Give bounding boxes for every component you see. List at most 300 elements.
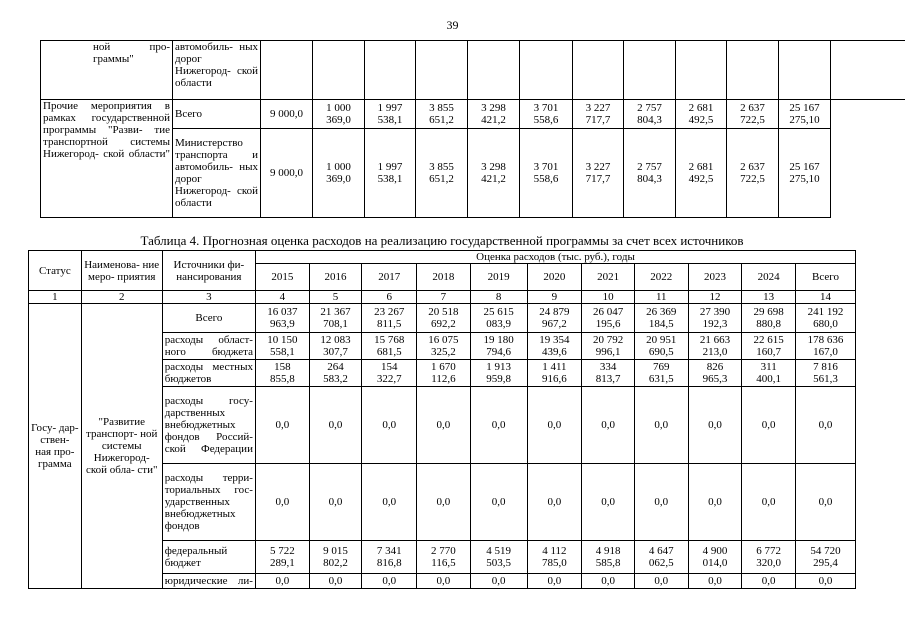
source-cell: юридические ли- xyxy=(162,574,255,589)
source-cell: расходы област- ного бюджета xyxy=(162,333,255,360)
value-part: 963,9 xyxy=(269,318,295,330)
value-part: 19 354 xyxy=(539,334,570,346)
value-cell: 9 000,0 xyxy=(261,100,313,129)
value-part: 3 701 xyxy=(533,102,559,114)
status-cell: Госу- дар- ствен- ная про- грамма xyxy=(29,304,82,589)
value-part: 0,0 xyxy=(654,496,669,508)
value-part: 5 722 xyxy=(269,545,295,557)
value-part: 0,0 xyxy=(328,575,343,587)
column-number: 7 xyxy=(417,291,471,304)
value-cell xyxy=(796,464,856,541)
value-part: 965,3 xyxy=(702,373,728,385)
value-part: 2 681 xyxy=(688,161,714,173)
value-cell xyxy=(255,360,309,387)
empty-cell xyxy=(779,41,831,100)
value-cell xyxy=(676,100,727,129)
value-part: 0,0 xyxy=(275,496,290,508)
header-source: Источники фи- нансирования xyxy=(162,251,255,291)
value-cell xyxy=(527,360,582,387)
value-cell xyxy=(727,129,779,218)
value-cell xyxy=(417,360,471,387)
value-part: 802,2 xyxy=(323,557,348,569)
header-year: 2020 xyxy=(527,264,582,291)
value-part: 0,0 xyxy=(547,496,562,508)
value-part: 916,6 xyxy=(542,373,567,385)
value-cell xyxy=(362,574,417,589)
value-part: 160,7 xyxy=(756,346,782,358)
empty-cell xyxy=(468,41,520,100)
value-part: 295,4 xyxy=(813,557,838,569)
value-part: 0,0 xyxy=(601,496,615,508)
value-cell xyxy=(309,360,362,387)
value-cell xyxy=(365,129,416,218)
value-part: 0,0 xyxy=(382,575,397,587)
header-name: Наименова- ние меро- приятия xyxy=(81,251,162,291)
value-part: 0,0 xyxy=(818,419,833,431)
value-part: 785,0 xyxy=(542,557,567,569)
value-part: 2 770 xyxy=(431,545,456,557)
value-part: 0,0 xyxy=(382,496,397,508)
value-part: 20 518 xyxy=(428,306,459,318)
value-part: 0,0 xyxy=(654,419,669,431)
value-part: 0,0 xyxy=(547,575,562,587)
value-part: 1 913 xyxy=(486,361,512,373)
value-part: 062,5 xyxy=(648,557,674,569)
activity-name-cell: Прочие мероприятия в рамках государственной программы "Разви- тие транспортной системы Нижегород- ской области" xyxy=(41,100,173,218)
value-part: 538,1 xyxy=(377,173,403,185)
header-year: 2018 xyxy=(417,264,471,291)
table-4-body xyxy=(29,304,856,589)
value-part: 0,0 xyxy=(436,496,451,508)
value-part: 439,6 xyxy=(542,346,567,358)
column-number: 11 xyxy=(634,291,688,304)
value-cell xyxy=(634,574,688,589)
value-cell xyxy=(362,464,417,541)
value-part: 25 167 xyxy=(789,102,820,114)
value-part: 1 411 xyxy=(542,361,567,373)
value-part: 967,2 xyxy=(542,318,567,330)
value-part: 0,0 xyxy=(328,496,343,508)
value-part: 0,0 xyxy=(761,419,776,431)
value-part: 3 227 xyxy=(585,102,611,114)
value-part: 7 816 xyxy=(813,361,838,373)
value-part: 4 112 xyxy=(542,545,567,557)
column-number: 8 xyxy=(470,291,527,304)
table-4 xyxy=(28,250,856,589)
value-cell xyxy=(688,360,742,387)
value-cell xyxy=(362,304,417,333)
source-cell: Всего xyxy=(173,100,261,129)
value-part: 3 298 xyxy=(481,102,506,114)
value-cell xyxy=(742,387,796,464)
value-cell xyxy=(527,387,582,464)
value-part: 2 757 xyxy=(637,102,662,114)
source-cell: Всего xyxy=(162,304,255,333)
value-part: 492,5 xyxy=(688,173,714,185)
empty-cell xyxy=(365,41,416,100)
value-cell xyxy=(362,387,417,464)
value-part: 0,0 xyxy=(547,419,562,431)
value-cell xyxy=(309,304,362,333)
value-part: 1 670 xyxy=(431,361,456,373)
value-cell xyxy=(796,541,856,574)
value-part: 3 227 xyxy=(585,161,611,173)
value-cell xyxy=(688,387,742,464)
value-part: 717,7 xyxy=(585,173,611,185)
value-cell xyxy=(688,304,742,333)
value-cell xyxy=(417,541,471,574)
value-cell xyxy=(624,129,676,218)
empty-cell xyxy=(727,41,779,100)
column-number: 2 xyxy=(81,291,162,304)
value-part: 9 015 xyxy=(323,545,348,557)
table-row xyxy=(29,304,856,333)
value-cell xyxy=(582,333,635,360)
column-number: 12 xyxy=(688,291,742,304)
column-number-row xyxy=(29,291,856,304)
value-part: 722,5 xyxy=(740,114,765,126)
value-part: 722,5 xyxy=(740,173,765,185)
value-part: 681,5 xyxy=(376,346,402,358)
value-part: 794,6 xyxy=(486,346,512,358)
value-part: 3 701 xyxy=(533,161,559,173)
value-cell xyxy=(573,129,624,218)
value-part: 769 xyxy=(653,361,670,373)
previous-table xyxy=(40,40,905,218)
value-cell xyxy=(582,387,635,464)
value-cell xyxy=(362,333,417,360)
value-cell xyxy=(796,387,856,464)
column-number: 10 xyxy=(582,291,635,304)
value-cell xyxy=(417,387,471,464)
value-part: 0,0 xyxy=(708,496,722,508)
header-year: 2021 xyxy=(582,264,635,291)
value-part: 3 298 xyxy=(481,161,506,173)
table-row xyxy=(41,100,905,129)
value-cell xyxy=(362,360,417,387)
header-estimate: Оценка расходов (тыс. руб.), годы xyxy=(255,251,855,264)
value-part: 54 720 xyxy=(810,545,841,557)
value-part: 12 083 xyxy=(320,334,351,346)
source-cell: федеральный бюджет xyxy=(162,541,255,574)
value-cell xyxy=(688,574,742,589)
value-part: 15 768 xyxy=(374,334,405,346)
value-part: 813,7 xyxy=(595,373,621,385)
value-part: 0,0 xyxy=(436,575,451,587)
program-name-cell: ной про- граммы" xyxy=(41,41,173,100)
value-part: 0,0 xyxy=(491,496,506,508)
value-part: 0,0 xyxy=(328,419,343,431)
value-part: 0,0 xyxy=(275,575,290,587)
value-cell xyxy=(582,574,635,589)
value-cell xyxy=(527,464,582,541)
value-cell xyxy=(417,464,471,541)
value-cell xyxy=(779,100,831,129)
column-number: 13 xyxy=(742,291,796,304)
value-part: 311 xyxy=(760,361,777,373)
value-part: 690,5 xyxy=(648,346,674,358)
value-part: 116,5 xyxy=(431,557,456,569)
empty-cell xyxy=(624,41,676,100)
value-part: 26 047 xyxy=(592,306,624,318)
value-cell xyxy=(742,574,796,589)
value-part: 3 855 xyxy=(429,161,454,173)
empty-cell xyxy=(313,41,365,100)
value-part: 25 615 xyxy=(483,306,514,318)
value-part: 0,0 xyxy=(275,419,290,431)
value-cell xyxy=(527,574,582,589)
value-cell xyxy=(676,129,727,218)
value-part: 558,1 xyxy=(269,346,295,358)
value-part: 369,0 xyxy=(326,173,351,185)
value-part: 0,0 xyxy=(601,419,615,431)
value-part: 20 792 xyxy=(592,334,624,346)
header-year: 2016 xyxy=(309,264,362,291)
value-part: 561,3 xyxy=(813,373,838,385)
value-cell xyxy=(634,387,688,464)
column-number: 5 xyxy=(309,291,362,304)
header-year: 2015 xyxy=(255,264,309,291)
header-year: Всего xyxy=(796,264,856,291)
column-number: 6 xyxy=(362,291,417,304)
program-name-cell: "Развитие транспорт- ной системы Нижегород- ской обла- сти" xyxy=(81,304,162,589)
value-part: 583,2 xyxy=(323,373,348,385)
empty-cell xyxy=(676,41,727,100)
empty-cell xyxy=(573,41,624,100)
source-cell: расходы госу- дарственных внебюджетных фондов Россий- ской Федерации xyxy=(162,387,255,464)
value-cell xyxy=(365,100,416,129)
value-cell xyxy=(520,129,573,218)
value-part: 0,0 xyxy=(818,496,833,508)
value-part: 325,2 xyxy=(431,346,456,358)
empty-cell xyxy=(520,41,573,100)
value-cell xyxy=(727,100,779,129)
header-year: 2017 xyxy=(362,264,417,291)
value-part: 20 951 xyxy=(646,334,677,346)
value-part: 0,0 xyxy=(761,575,776,587)
value-part: 811,5 xyxy=(377,318,402,330)
source-cell: расходы местных бюджетов xyxy=(162,360,255,387)
value-cell xyxy=(796,304,856,333)
value-cell xyxy=(309,464,362,541)
page-number: 39 xyxy=(446,18,459,32)
value-cell xyxy=(313,129,365,218)
value-part: 112,6 xyxy=(431,373,456,385)
value-part: 538,1 xyxy=(377,114,403,126)
value-part: 7 341 xyxy=(376,545,402,557)
header-year: 2024 xyxy=(742,264,796,291)
value-part: 0,0 xyxy=(382,419,397,431)
value-cell xyxy=(309,574,362,589)
value-cell xyxy=(470,387,527,464)
value-part: 492,5 xyxy=(688,114,714,126)
value-part: 680,0 xyxy=(813,318,838,330)
value-cell xyxy=(742,360,796,387)
value-cell xyxy=(313,100,365,129)
value-part: 184,5 xyxy=(648,318,674,330)
value-cell xyxy=(779,129,831,218)
value-part: 16 075 xyxy=(428,334,459,346)
value-cell xyxy=(742,541,796,574)
value-part: 167,0 xyxy=(813,346,838,358)
table-caption: Таблица 4. Прогнозная оценка расходов на реализацию государственной программы за счет всех источников xyxy=(140,233,744,248)
value-cell xyxy=(470,574,527,589)
value-part: 1 997 xyxy=(377,161,403,173)
value-part: 275,10 xyxy=(789,114,820,126)
value-part: 320,0 xyxy=(756,557,782,569)
value-part: 996,1 xyxy=(595,346,621,358)
value-part: 083,9 xyxy=(486,318,512,330)
value-cell xyxy=(255,333,309,360)
value-part: 0,0 xyxy=(818,575,833,587)
value-part: 4 647 xyxy=(648,545,674,557)
value-cell xyxy=(634,333,688,360)
value-cell xyxy=(470,541,527,574)
value-cell xyxy=(470,333,527,360)
value-part: 717,7 xyxy=(585,114,611,126)
value-part: 6 772 xyxy=(756,545,782,557)
value-cell xyxy=(416,100,468,129)
value-cell xyxy=(688,464,742,541)
value-cell xyxy=(255,304,309,333)
value-part: 558,6 xyxy=(533,114,559,126)
value-part: 10 150 xyxy=(267,334,298,346)
value-part: 369,0 xyxy=(326,114,351,126)
table-4-header xyxy=(29,251,856,304)
value-part: 692,2 xyxy=(431,318,456,330)
column-number: 14 xyxy=(796,291,856,304)
value-cell xyxy=(417,333,471,360)
value-part: 241 192 xyxy=(807,306,844,318)
value-cell xyxy=(582,360,635,387)
value-cell xyxy=(255,464,309,541)
value-part: 400,1 xyxy=(756,373,782,385)
empty-cell xyxy=(416,41,468,100)
empty-cell xyxy=(831,41,905,100)
empty-cell xyxy=(261,41,313,100)
value-part: 1 997 xyxy=(377,102,403,114)
value-part: 334 xyxy=(599,361,617,373)
value-part: 708,1 xyxy=(323,318,348,330)
value-part: 4 900 xyxy=(702,545,728,557)
value-part: 2 681 xyxy=(688,102,714,114)
header-year: 2023 xyxy=(688,264,742,291)
value-part: 21 367 xyxy=(320,306,351,318)
value-cell xyxy=(582,464,635,541)
value-cell xyxy=(470,304,527,333)
value-cell xyxy=(527,304,582,333)
value-part: 0,0 xyxy=(491,575,506,587)
value-part: 816,8 xyxy=(376,557,402,569)
value-part: 804,3 xyxy=(637,114,662,126)
source-cell: Министерство транспорта и автомобиль- ных дорог Нижегород- ской области xyxy=(173,129,261,218)
value-cell xyxy=(417,574,471,589)
value-part: 804,3 xyxy=(637,173,662,185)
value-part: 0,0 xyxy=(708,575,722,587)
value-part: 631,5 xyxy=(648,373,674,385)
column-number: 3 xyxy=(162,291,255,304)
value-cell xyxy=(634,541,688,574)
value-part: 27 390 xyxy=(699,306,731,318)
value-cell xyxy=(309,541,362,574)
value-part: 014,0 xyxy=(702,557,728,569)
value-cell xyxy=(362,541,417,574)
value-cell xyxy=(796,360,856,387)
value-cell xyxy=(688,541,742,574)
value-part: 421,2 xyxy=(481,173,506,185)
value-part: 213,0 xyxy=(702,346,728,358)
value-part: 855,8 xyxy=(269,373,295,385)
value-part: 2 757 xyxy=(637,161,662,173)
value-cell xyxy=(309,387,362,464)
value-cell xyxy=(582,541,635,574)
value-cell xyxy=(624,100,676,129)
value-part: 19 180 xyxy=(483,334,514,346)
value-cell xyxy=(796,333,856,360)
value-cell xyxy=(573,100,624,129)
value-part: 0,0 xyxy=(654,575,669,587)
value-part: 24 879 xyxy=(539,306,570,318)
value-part: 2 637 xyxy=(740,161,765,173)
value-part: 959,8 xyxy=(486,373,512,385)
value-cell xyxy=(417,304,471,333)
value-part: 178 636 xyxy=(807,334,844,346)
value-part: 2 637 xyxy=(740,102,765,114)
value-part: 1 000 xyxy=(326,161,351,173)
value-cell xyxy=(742,304,796,333)
value-part: 23 267 xyxy=(374,306,405,318)
value-part: 0,0 xyxy=(601,575,615,587)
value-cell: 9 000,0 xyxy=(261,129,313,218)
previous-table-body xyxy=(41,41,905,218)
value-part: 195,6 xyxy=(595,318,621,330)
value-cell xyxy=(634,464,688,541)
value-part: 158 xyxy=(274,361,291,373)
source-cell: расходы терри- ториальных гос- ударственных внебюджетных фондов xyxy=(162,464,255,541)
value-part: 503,5 xyxy=(486,557,512,569)
value-cell xyxy=(309,333,362,360)
value-cell xyxy=(470,360,527,387)
value-part: 322,7 xyxy=(376,373,402,385)
value-part: 0,0 xyxy=(761,496,776,508)
value-part: 3 855 xyxy=(429,102,454,114)
value-cell xyxy=(255,541,309,574)
value-part: 4 519 xyxy=(486,545,512,557)
value-part: 421,2 xyxy=(481,114,506,126)
value-cell xyxy=(527,333,582,360)
header-row xyxy=(29,251,856,264)
column-number: 1 xyxy=(29,291,82,304)
value-part: 16 037 xyxy=(267,306,298,318)
value-part: 880,8 xyxy=(756,318,782,330)
value-part: 558,6 xyxy=(533,173,559,185)
value-cell xyxy=(416,129,468,218)
value-part: 0,0 xyxy=(491,419,506,431)
source-cell: автомобиль- ных дорог Нижегород- ской области xyxy=(173,41,261,100)
value-cell xyxy=(468,129,520,218)
value-part: 585,8 xyxy=(595,557,621,569)
column-number: 4 xyxy=(255,291,309,304)
table-row xyxy=(41,41,905,100)
value-part: 25 167 xyxy=(789,161,820,173)
value-part: 0,0 xyxy=(436,419,451,431)
value-cell xyxy=(582,304,635,333)
column-number: 9 xyxy=(527,291,582,304)
value-part: 22 615 xyxy=(753,334,784,346)
value-part: 651,2 xyxy=(429,173,454,185)
value-part: 21 663 xyxy=(699,334,731,346)
header-year: 2022 xyxy=(634,264,688,291)
